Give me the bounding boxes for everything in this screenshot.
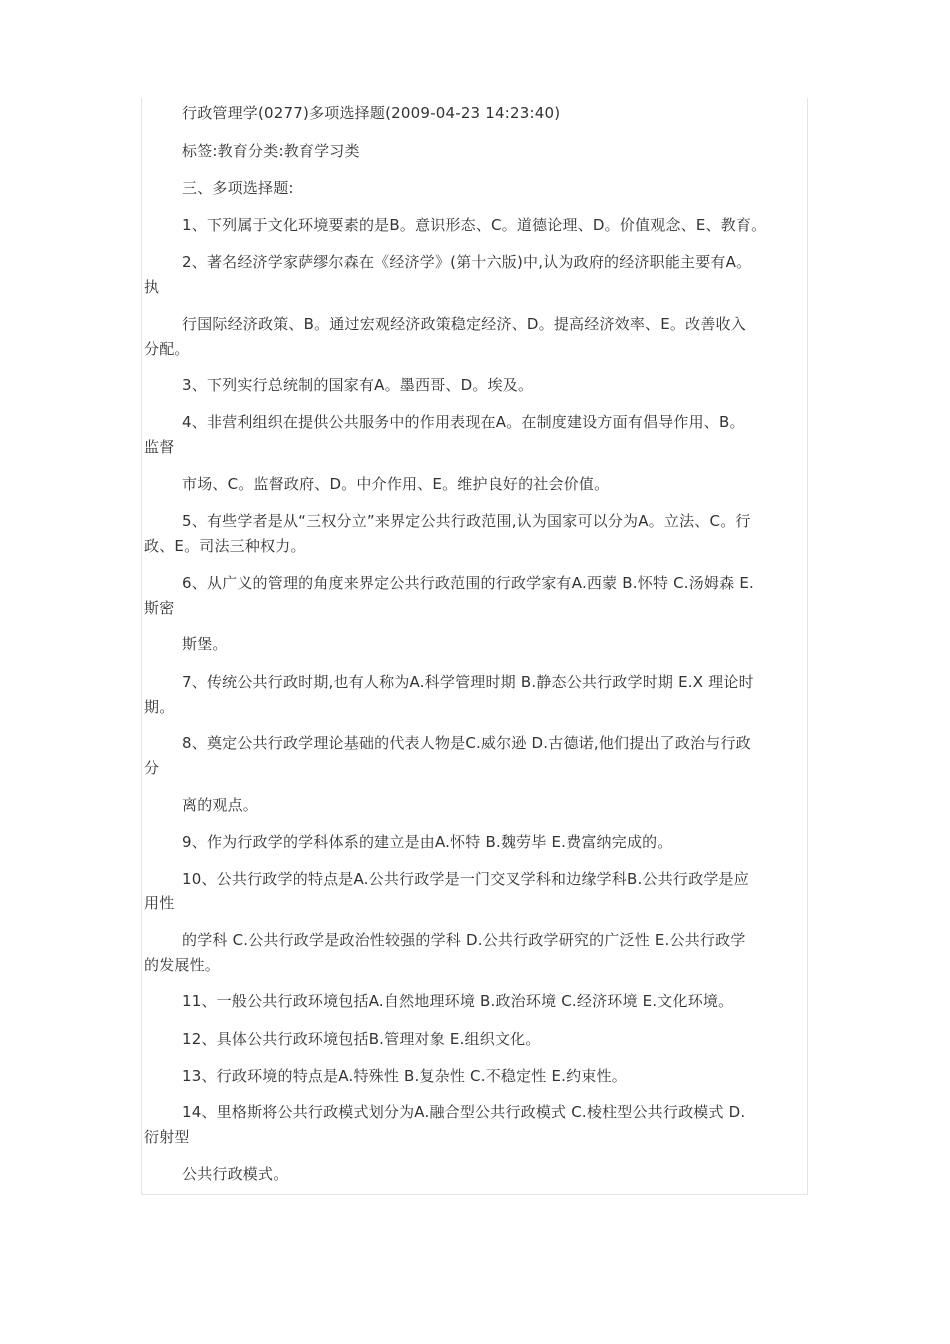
question-line: 执 (144, 278, 160, 296)
question-line: 11、一般公共行政环境包括A.自然地理环境 B.政治环境 C.经济环境 E.文化环境。 (182, 992, 734, 1010)
question-line: 行国际经济政策、B。通过宏观经济政策稳定经济、D。提高经济效率、E。改善收入 (182, 315, 746, 333)
question-line: 离的观点。 (182, 796, 259, 814)
question-line: 5、有些学者是从“三权分立”来界定公共行政范围,认为国家可以分为A。立法、C。行 (182, 512, 751, 530)
question-line: 市场、C。监督政府、D。中介作用、E。维护良好的社会价值。 (182, 475, 610, 493)
question-line: 的发展性。 (144, 956, 221, 974)
question-line: 4、非营利组织在提供公共服务中的作用表现在A。在制度建设方面有倡导作用、B。 (182, 413, 745, 431)
question-line: 分配。 (144, 340, 190, 358)
question-line: 政、E。司法三种权力。 (144, 537, 306, 555)
question-line: 12、具体公共行政环境包括B.管理对象 E.组织文化。 (182, 1030, 541, 1048)
question-line: 7、传统公共行政时期,也有人称为A.科学管理时期 B.静态公共行政学时期 E.X 理论时 (182, 673, 754, 691)
question-line: 10、公共行政学的特点是A.公共行政学是一门交叉学科和边缘学科B.公共行政学是应 (182, 870, 749, 888)
question-line: 3、下列实行总统制的国家有A。墨西哥、D。埃及。 (182, 376, 534, 394)
question-line: 2、著名经济学家萨缪尔森在《经济学》(第十六版)中,认为政府的经济职能主要有A。 (182, 253, 752, 271)
question-line: 斯堡。 (182, 635, 228, 653)
question-line: 13、行政环境的特点是A.特殊性 B.复杂性 C.不稳定性 E.约束性。 (182, 1067, 627, 1085)
question-line: 的学科 C.公共行政学是政治性较强的学科 D.公共行政学研究的广泛性 E.公共行政学 (182, 931, 746, 949)
question-line: 监督 (144, 438, 175, 456)
question-line: 分 (144, 759, 160, 777)
question-line: 9、作为行政学的学科体系的建立是由A.怀特 B.魏劳毕 E.费富纳完成的。 (182, 833, 673, 851)
question-line: 1、下列属于文化环境要素的是B。意识形态、C。道德论理、D。价值观念、E、教育。 (182, 216, 767, 234)
question-line: 衍射型 (144, 1128, 190, 1146)
question-line: 公共行政模式。 (182, 1165, 289, 1183)
question-line: 6、从广义的管理的角度来界定公共行政范围的行政学家有A.西蒙 B.怀特 C.汤姆森 E. (182, 574, 754, 592)
document-title: 行政管理学(0277)多项选择题(2009-04-23 14:23:40) (182, 104, 561, 122)
question-line: 14、里格斯将公共行政模式划分为A.融合型公共行政模式 C.棱柱型公共行政模式 D. (182, 1103, 746, 1121)
tags-line: 标签:教育分类:教育学习类 (182, 142, 360, 160)
question-line: 期。 (144, 698, 175, 716)
question-line: 8、奠定公共行政学理论基础的代表人物是C.威尔逊 D.古德诺,他们提出了政治与行政 (182, 734, 751, 752)
section-heading: 三、多项选择题: (182, 179, 294, 197)
question-line: 斯密 (144, 599, 175, 617)
question-line: 用性 (144, 894, 175, 912)
